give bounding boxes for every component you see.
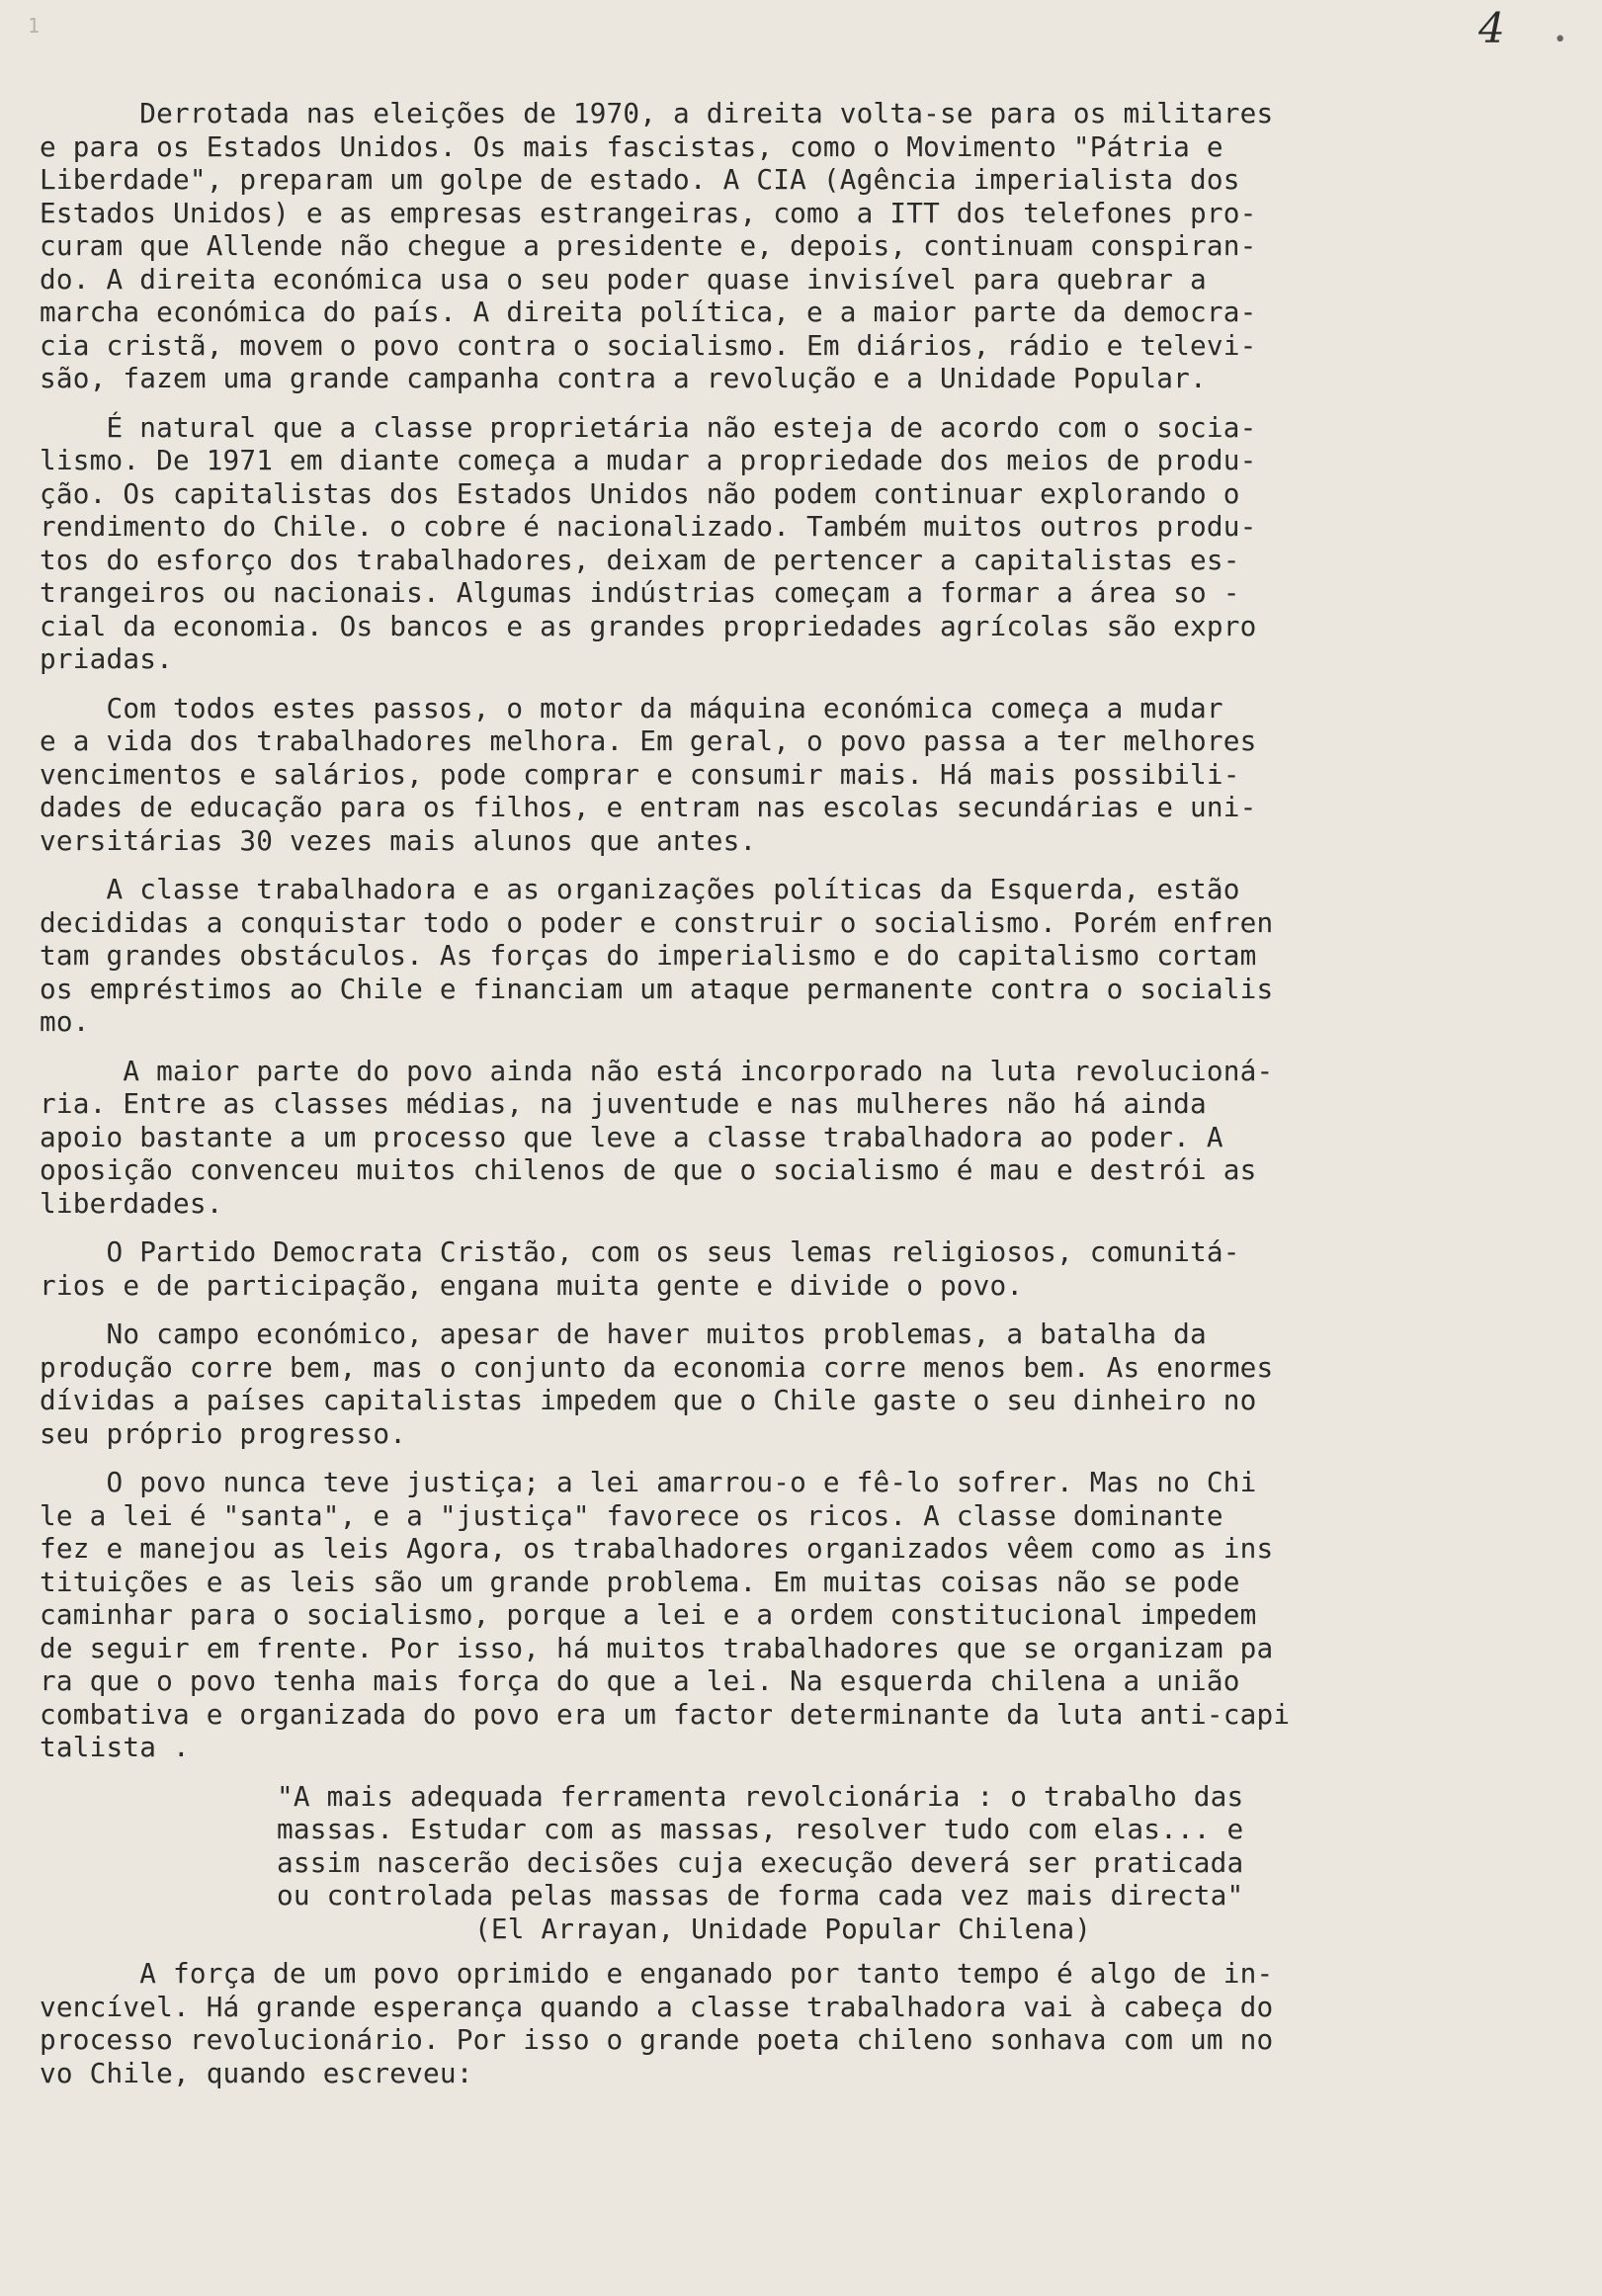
line-text: tituições e as leis são um grande problema. Em muitas coisas não se pode	[40, 1565, 1240, 1598]
text-line	[40, 362, 1547, 395]
text-line	[40, 1187, 1547, 1221]
line-text: de seguir em frente. Por isso, há muitos trabalhadores que se organizam pa	[40, 1631, 1274, 1664]
paragraph-indent	[40, 1055, 123, 1087]
paragraph-indent	[40, 97, 139, 129]
line-text: e para os Estados Unidos. Os mais fascistas, como o Movimento "Pátria e	[40, 129, 1223, 163]
text-line	[40, 791, 1547, 824]
text-line	[40, 1087, 1547, 1121]
text-line	[40, 939, 1547, 973]
text-line	[40, 1121, 1547, 1154]
line-text: decididas a conquistar todo o poder e construir o socialismo. Porém enfren	[40, 905, 1274, 939]
text-line	[40, 724, 1547, 758]
line-text: dívidas a países capitalistas impedem que o Chile gaste o seu dinheiro no	[40, 1384, 1257, 1416]
text-line	[40, 1351, 1547, 1385]
paragraph-p5	[40, 1055, 1547, 1221]
text-line	[40, 576, 1547, 610]
text-line	[40, 1566, 1547, 1599]
text-line	[40, 873, 1547, 906]
text-line	[40, 1005, 1547, 1039]
text-line	[40, 1417, 1547, 1451]
text-line	[40, 1731, 1547, 1764]
text-line	[40, 610, 1547, 643]
line-text: ria. Entre as classes médias, na juventude e nas mulheres não há ainda	[40, 1087, 1207, 1120]
line-text: rios e de participação, engana muita gente e divide o povo.	[40, 1268, 1024, 1302]
corner-mark-left: 1	[28, 14, 41, 38]
quote-line: "A mais adequada ferramenta revolcionária : o trabalho das	[277, 1779, 1244, 1813]
text-line	[40, 1384, 1547, 1417]
line-text: A classe trabalhadora e as organizações políticas da Esquerda, estão	[106, 873, 1240, 905]
line-text: Com todos estes passos, o motor da máquina económica começa a mudar	[106, 691, 1223, 724]
line-text: tos do esforço dos trabalhadores, deixam de pertencer a capitalistas es-	[40, 543, 1240, 576]
text-line	[40, 906, 1547, 940]
text-line	[40, 973, 1547, 1006]
paragraph-p2	[40, 411, 1547, 676]
quote-line: assim nascerão decisões cuja execução deverá ser praticada	[277, 1845, 1244, 1879]
text-line	[40, 1466, 1547, 1499]
text-line	[40, 1055, 1547, 1088]
line-text: dades de educação para os filhos, e entram nas escolas secundárias e uni-	[40, 791, 1257, 823]
line-text: curam que Allende não chegue a presidente e, depois, continuam conspiran-	[40, 229, 1257, 262]
line-text: ção. Os capitalistas dos Estados Unidos não podem continuar explorando o	[40, 476, 1240, 510]
quote-line: ou controlada pelas massas de forma cada vez mais directa"	[277, 1879, 1244, 1912]
text-line	[40, 1991, 1547, 2024]
paragraph-p9	[40, 1957, 1547, 2089]
text-line	[40, 1269, 1547, 1303]
text-line	[40, 510, 1547, 544]
line-text: ra que o povo tenha mais força do que a lei. Na esquerda chilena a união	[40, 1664, 1240, 1697]
text-line	[40, 642, 1547, 676]
paragraph-indent	[40, 1235, 106, 1268]
text-line	[40, 477, 1547, 511]
line-text: lismo. De 1971 em diante começa a mudar a propriedade dos meios de produ-	[40, 444, 1257, 476]
line-text: Derrotada nas eleições de 1970, a direita volta-se para os militares	[139, 97, 1274, 129]
line-text: fez e manejou as leis Agora, os trabalhadores organizados vêem como as ins	[40, 1532, 1274, 1565]
block-quote	[40, 1780, 1547, 1946]
line-text: A maior parte do povo ainda não está incorporado na luta revolucioná-	[123, 1054, 1274, 1087]
line-text: Estados Unidos) e as empresas estrangeiras, como a ITT dos telefones pro-	[40, 196, 1257, 229]
line-text: combativa e organizada do povo era um factor determinante da luta anti-capi	[40, 1697, 1291, 1731]
line-text: tam grandes obstáculos. As forças do imperialismo e do capitalismo cortam	[40, 939, 1257, 972]
text-line	[40, 1318, 1547, 1351]
paragraph-p7	[40, 1318, 1547, 1450]
paragraph-indent	[40, 873, 106, 905]
paragraph-p3	[40, 692, 1547, 858]
text-line	[40, 197, 1547, 230]
line-text: cial da economia. Os bancos e as grandes propriedades agrícolas são expro	[40, 609, 1257, 642]
line-text: priadas.	[40, 642, 173, 675]
text-line	[40, 758, 1547, 792]
text-line	[40, 2057, 1547, 2090]
text-line	[40, 1632, 1547, 1665]
quote-source: (El Arrayan, Unidade Popular Chilena)	[474, 1912, 1092, 1945]
text-line	[40, 1235, 1547, 1269]
line-text: cia cristã, movem o povo contra o socialismo. Em diários, rádio e televi-	[40, 328, 1257, 362]
text-line	[40, 444, 1547, 477]
text-line	[40, 163, 1547, 197]
page-number: 4	[1478, 4, 1505, 52]
text-line	[40, 1664, 1547, 1698]
paragraph-p1	[40, 97, 1547, 395]
line-text: os empréstimos ao Chile e financiam um ataque permanente contra o socialis	[40, 972, 1274, 1005]
line-text: mo.	[40, 1005, 90, 1038]
line-text: trangeiros ou nacionais. Algumas indústrias começam a formar a área so -	[40, 576, 1240, 609]
paragraph-indent	[40, 1466, 106, 1498]
line-text: vo Chile, quando escreveu:	[40, 2056, 473, 2089]
text-line	[40, 1153, 1547, 1187]
paragraph-p8	[40, 1466, 1547, 1764]
line-text: caminhar para o socialismo, porque a lei e a ordem constitucional impedem	[40, 1598, 1257, 1631]
paragraph-indent	[40, 1318, 106, 1350]
text-line	[40, 130, 1547, 164]
text-line	[40, 263, 1547, 297]
text-line	[40, 692, 1547, 725]
paragraph-indent	[40, 1957, 139, 1990]
line-text: marcha económica do país. A direita política, e a maior parte da democra-	[40, 296, 1257, 328]
line-text: Liberdade", preparam um golpe de estado. A CIA (Agência imperialista dos	[40, 163, 1240, 196]
corner-mark-right: •	[1554, 28, 1567, 52]
line-text: le a lei é "santa", e a "justiça" favorece os ricos. A classe dominante	[40, 1498, 1223, 1532]
line-text: A força de um povo oprimido e enganado por tanto tempo é algo de in-	[139, 1957, 1274, 1990]
line-text: seu próprio progresso.	[40, 1416, 407, 1450]
line-text: e a vida dos trabalhadores melhora. Em geral, o povo passa a ter melhores	[40, 724, 1257, 757]
text-line	[40, 824, 1547, 858]
line-text: No campo económico, apesar de haver muitos problemas, a batalha da	[106, 1318, 1207, 1350]
line-text: É natural que a classe proprietária não esteja de acordo com o socia-	[106, 410, 1257, 444]
paragraph-indent	[40, 411, 106, 444]
line-text: do. A direita económica usa o seu poder quase invisível para quebrar a	[40, 262, 1207, 296]
text-line	[40, 1532, 1547, 1566]
text-line	[40, 544, 1547, 577]
line-text: vencível. Há grande esperança quando a classe trabalhadora vai à cabeça do	[40, 1990, 1274, 2023]
line-text: processo revolucionário. Por isso o grande poeta chileno sonhava com um no	[40, 2023, 1274, 2056]
body-text	[40, 97, 1547, 2105]
text-line	[40, 1499, 1547, 1533]
line-text: liberdades.	[40, 1186, 223, 1220]
line-text: rendimento do Chile. o cobre é nacionalizado. Também muitos outros produ-	[40, 510, 1257, 543]
text-line	[40, 229, 1547, 263]
line-text: apoio bastante a um processo que leve a classe trabalhadora ao poder. A	[40, 1120, 1223, 1153]
paragraph-p6	[40, 1235, 1547, 1302]
line-text: O povo nunca teve justiça; a lei amarrou-o e fê-lo sofrer. Mas no Chi	[106, 1466, 1257, 1498]
text-line	[40, 97, 1547, 130]
text-line	[40, 2023, 1547, 2057]
line-text: talista .	[40, 1731, 190, 1763]
text-line	[40, 329, 1547, 363]
text-line	[40, 1598, 1547, 1632]
paragraph-p4	[40, 873, 1547, 1039]
paragraph-indent	[40, 692, 106, 724]
text-line	[40, 1698, 1547, 1732]
line-text: são, fazem uma grande campanha contra a revolução e a Unidade Popular.	[40, 362, 1207, 394]
text-line	[40, 1957, 1547, 1991]
line-text: vencimentos e salários, pode comprar e consumir mais. Há mais possibili-	[40, 757, 1240, 791]
line-text: O Partido Democrata Cristão, com os seus lemas religiosos, comunitá-	[106, 1235, 1240, 1268]
text-line	[40, 411, 1547, 445]
quote-line: massas. Estudar com as massas, resolver tudo com elas... e	[277, 1813, 1244, 1845]
line-text: produção corre bem, mas o conjunto da economia corre menos bem. As enormes	[40, 1350, 1274, 1384]
line-text: oposição convenceu muitos chilenos de que o socialismo é mau e destrói as	[40, 1153, 1257, 1186]
line-text: versitárias 30 vezes mais alunos que antes.	[40, 823, 757, 857]
text-line	[40, 296, 1547, 329]
